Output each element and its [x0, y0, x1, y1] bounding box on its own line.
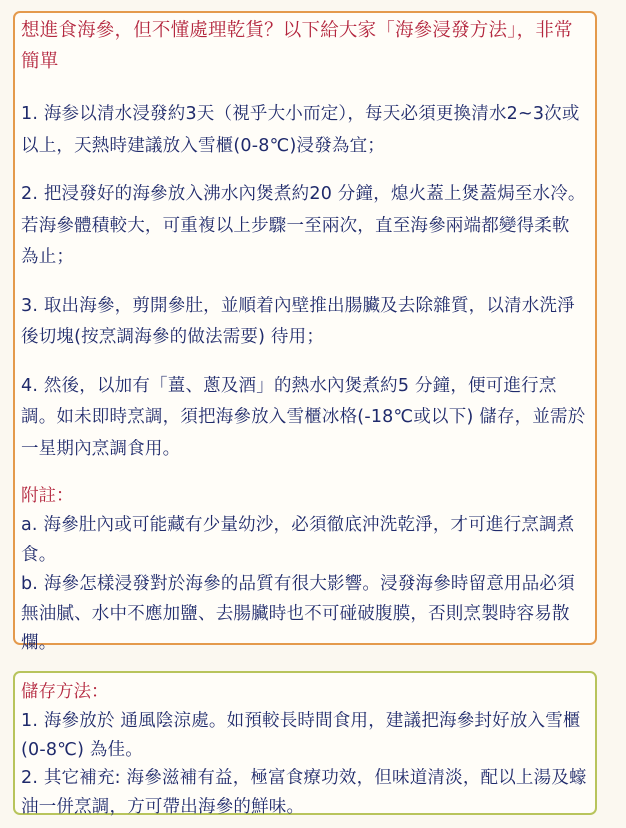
step-2: 2. 把浸發好的海參放入沸水內煲煮約20 分鐘，熄火蓋上煲蓋焗至水冷。若海參體積較大，可重複以上步驟一至兩次，直至海參兩端都變得柔軟為止；: [21, 184, 586, 267]
note-a: a. 海參肚內或可能藏有少量幼沙，必須徹底沖洗乾淨，才可進行烹調煮食。: [21, 515, 575, 565]
intro-title: 想進食海參，但不懂處理乾貨？以下給大家「海參浸發方法」，非常簡單: [21, 20, 573, 72]
instructions-panel: [13, 11, 597, 653]
notes-heading: 附註：: [21, 486, 74, 506]
step-3: 3. 取出海參，剪開參肚，並順着內壁推出腸臟及去除雜質，以清水洗淨後切塊(按烹調海參的做法需要) 待用；: [21, 295, 575, 347]
note-b: b. 海參怎樣浸發對於海參的品質有很大影響。浸發海參時留意用品必須無油膩、水中不應加鹽、去腸臟時也不可碰破腹膜，否則烹製時容易散爛。: [21, 574, 575, 653]
step-4: 4. 然後，以加有「薑、蔥及酒」的熱水內煲煮約5 分鐘，便可進行烹調。如未即時烹調，須把海參放入雪櫃冰格(-18℃或以下) 儲存，並需於一星期內烹調食用。: [21, 375, 586, 459]
storage-heading: 儲存方法：: [21, 682, 109, 702]
storage-panel: [13, 671, 597, 815]
storage-item-2: 2. 其它補充: 海參滋補有益，極富食療功效，但味道清淡，配以上湯及蠔油一併烹調，方可帶出海參的鮮味。: [21, 768, 587, 817]
storage-item-1: 1. 海參放於 通風陰涼處。如預較長時間食用，建議把海參封好放入雪櫃(0-8℃) 為佳。: [21, 711, 581, 760]
step-1: 1. 海参以清水浸發約3天（視乎大小而定），每天必須更換清水2~3次或以上，天熱時建議放入雪櫃(0-8℃)浸發為宜；: [21, 104, 580, 156]
